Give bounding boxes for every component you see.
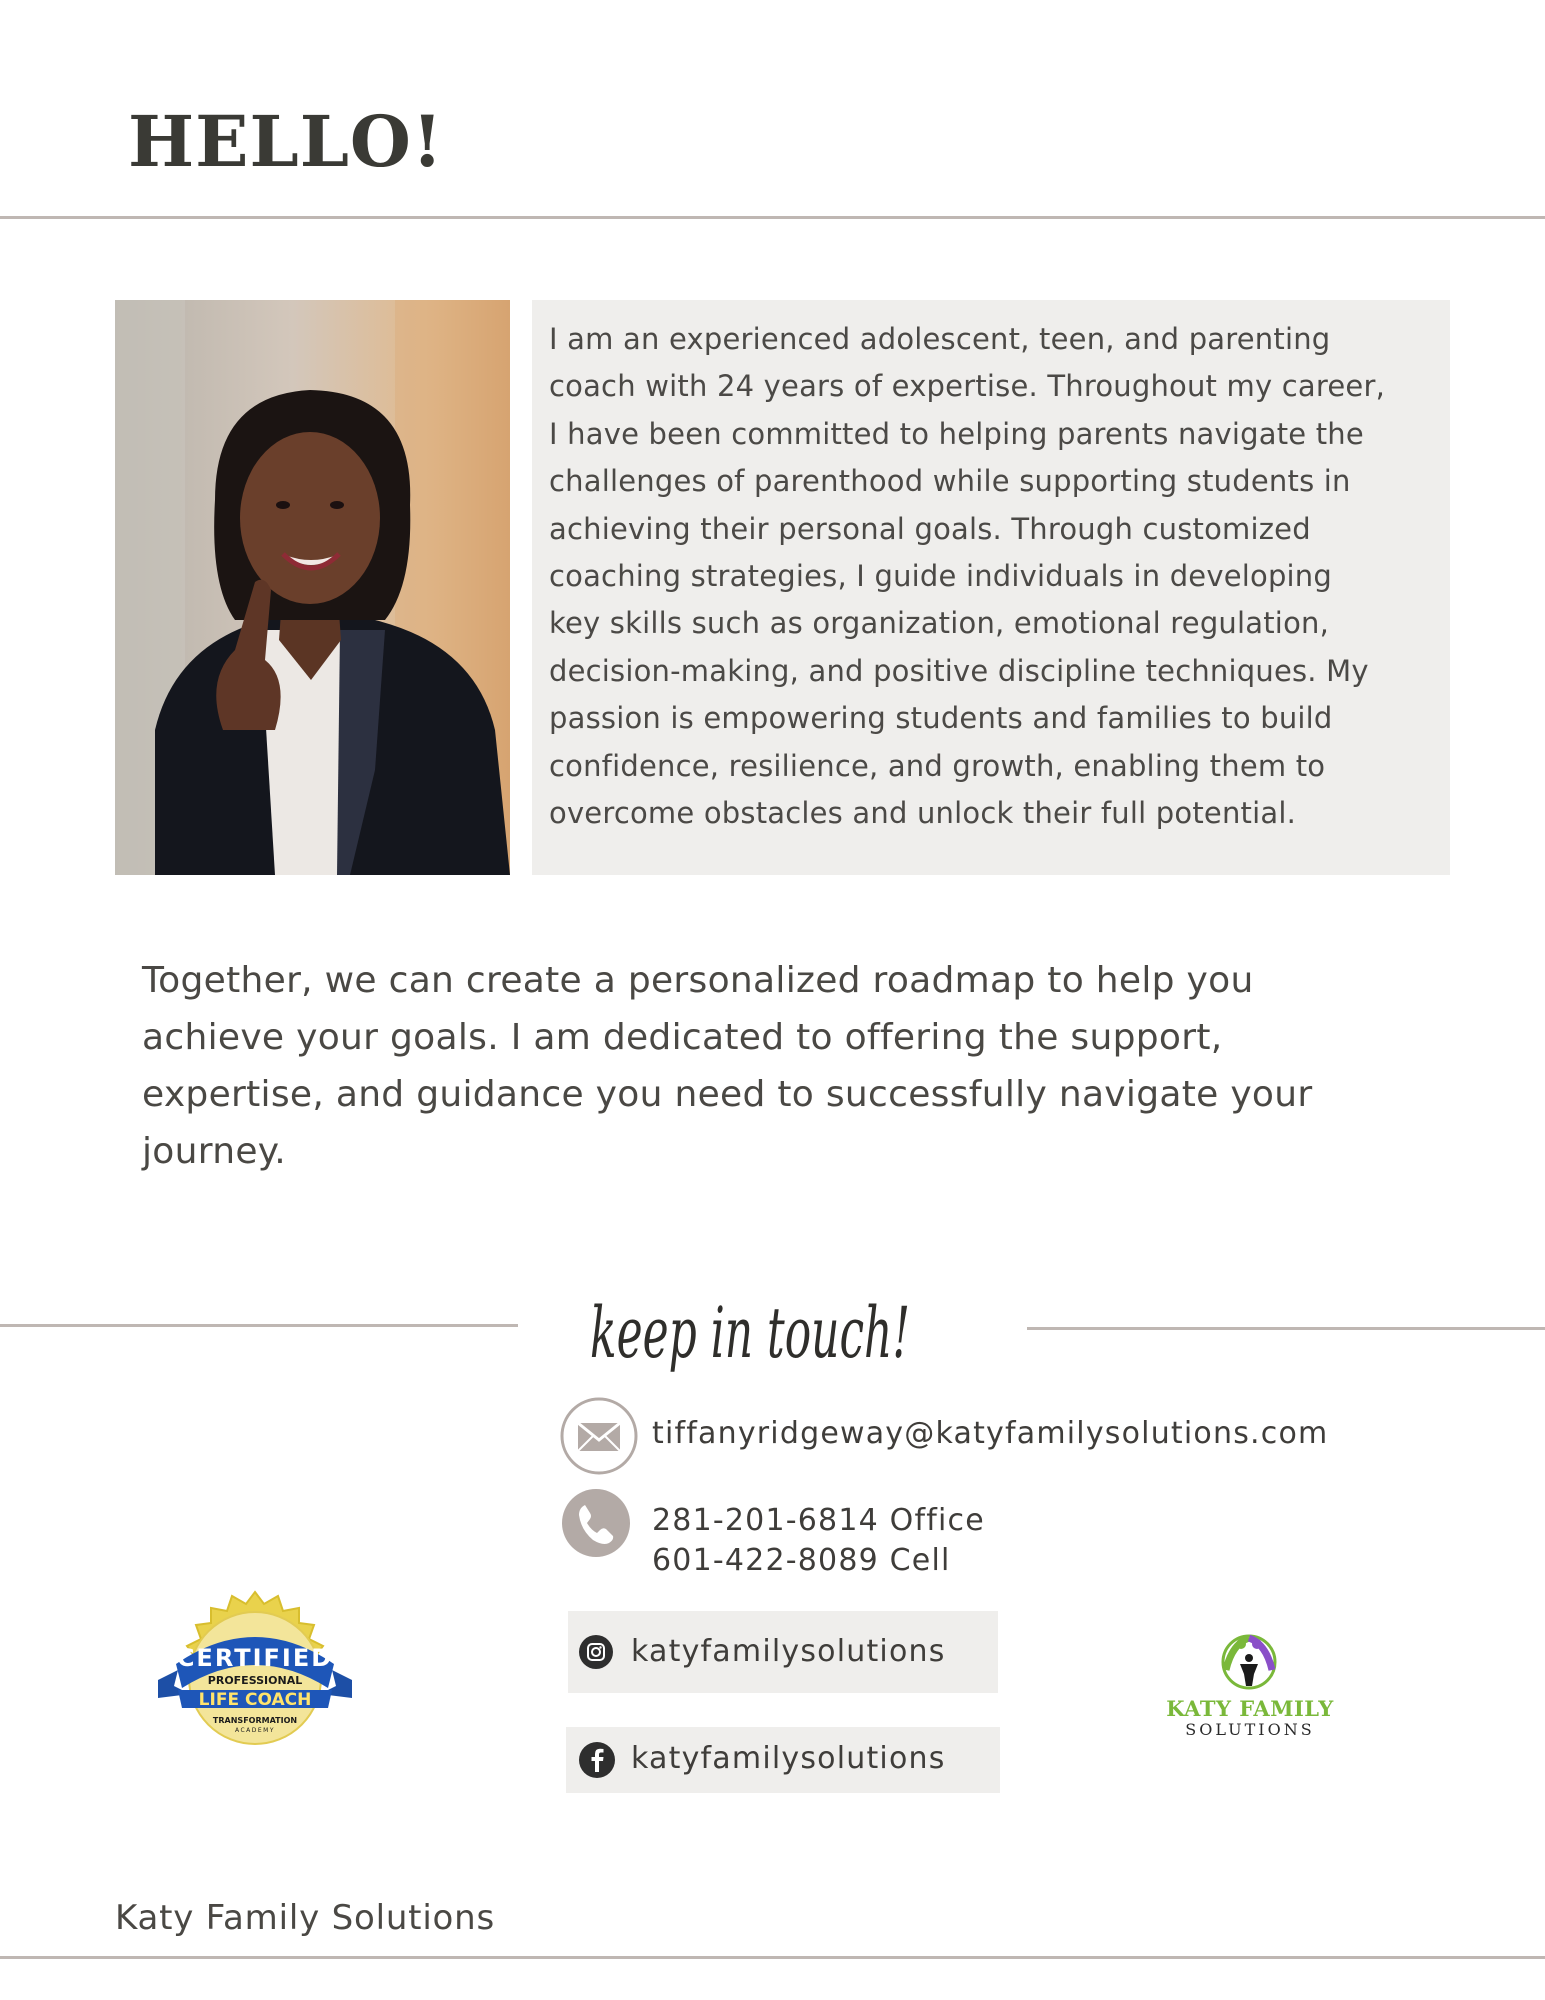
svg-text:CERTIFIED: CERTIFIED xyxy=(176,1644,334,1672)
together-paragraph: Together, we can create a personalized roadmap to help you achieve your goals. I am dedicated to offering the support, expertise, and guidance you need to successfully navigate your journey. xyxy=(142,960,1313,1172)
svg-text:LIFE COACH: LIFE COACH xyxy=(198,1690,312,1710)
certified-life-coach-badge xyxy=(148,1590,362,1766)
keep-in-touch-heading xyxy=(580,1265,925,1395)
footer-company-name: Katy Family Solutions xyxy=(115,1898,496,1938)
page-title: HELLO! xyxy=(128,100,444,183)
bio-text: I am an experienced adolescent, teen, and parenting coach with 24 years of expertise. Throughout my career, I have been committed to helping parents navigate the challenges of parenthood while supporting students in achieving their personal goals. Through customized coaching strategies, I guide individuals in developing key skills such as organization, emotional regulation, decision-making, and positive discipline techniques. My passion is empowering students and families to build confidence, resilience, and growth, enabling them to overcome obstacles and unlock their full potential. xyxy=(549,322,1385,831)
footer-divider xyxy=(0,1956,1545,1959)
facebook-icon xyxy=(578,1741,616,1779)
coach-portrait xyxy=(115,300,510,875)
svg-text:keep in touch!: keep in touch! xyxy=(590,1292,910,1374)
svg-text:KATY FAMILY: KATY FAMILY xyxy=(1166,1696,1334,1721)
svg-text:PROFESSIONAL: PROFESSIONAL xyxy=(207,1674,303,1687)
header-divider xyxy=(0,216,1545,219)
svg-text:TRANSFORMATION: TRANSFORMATION xyxy=(212,1716,298,1725)
bio-panel xyxy=(532,300,1450,875)
phone-office[interactable]: 281-201-6814 Office xyxy=(652,1503,985,1538)
contact-divider-left xyxy=(0,1324,518,1327)
facebook-handle[interactable]: katyfamilysolutions xyxy=(631,1741,946,1776)
instagram-handle[interactable]: katyfamilysolutions xyxy=(631,1634,946,1669)
email-address[interactable]: tiffanyridgeway@katyfamilysolutions.com xyxy=(652,1416,1329,1451)
contact-divider-right xyxy=(1027,1327,1545,1330)
envelope-icon xyxy=(559,1396,639,1476)
svg-text:SOLUTIONS: SOLUTIONS xyxy=(1185,1720,1315,1739)
phone-icon xyxy=(561,1488,631,1558)
svg-text:ACADEMY: ACADEMY xyxy=(234,1727,276,1734)
phone-cell[interactable]: 601-422-8089 Cell xyxy=(652,1543,951,1578)
katy-family-solutions-logo xyxy=(1160,1630,1340,1745)
instagram-icon xyxy=(578,1634,614,1670)
